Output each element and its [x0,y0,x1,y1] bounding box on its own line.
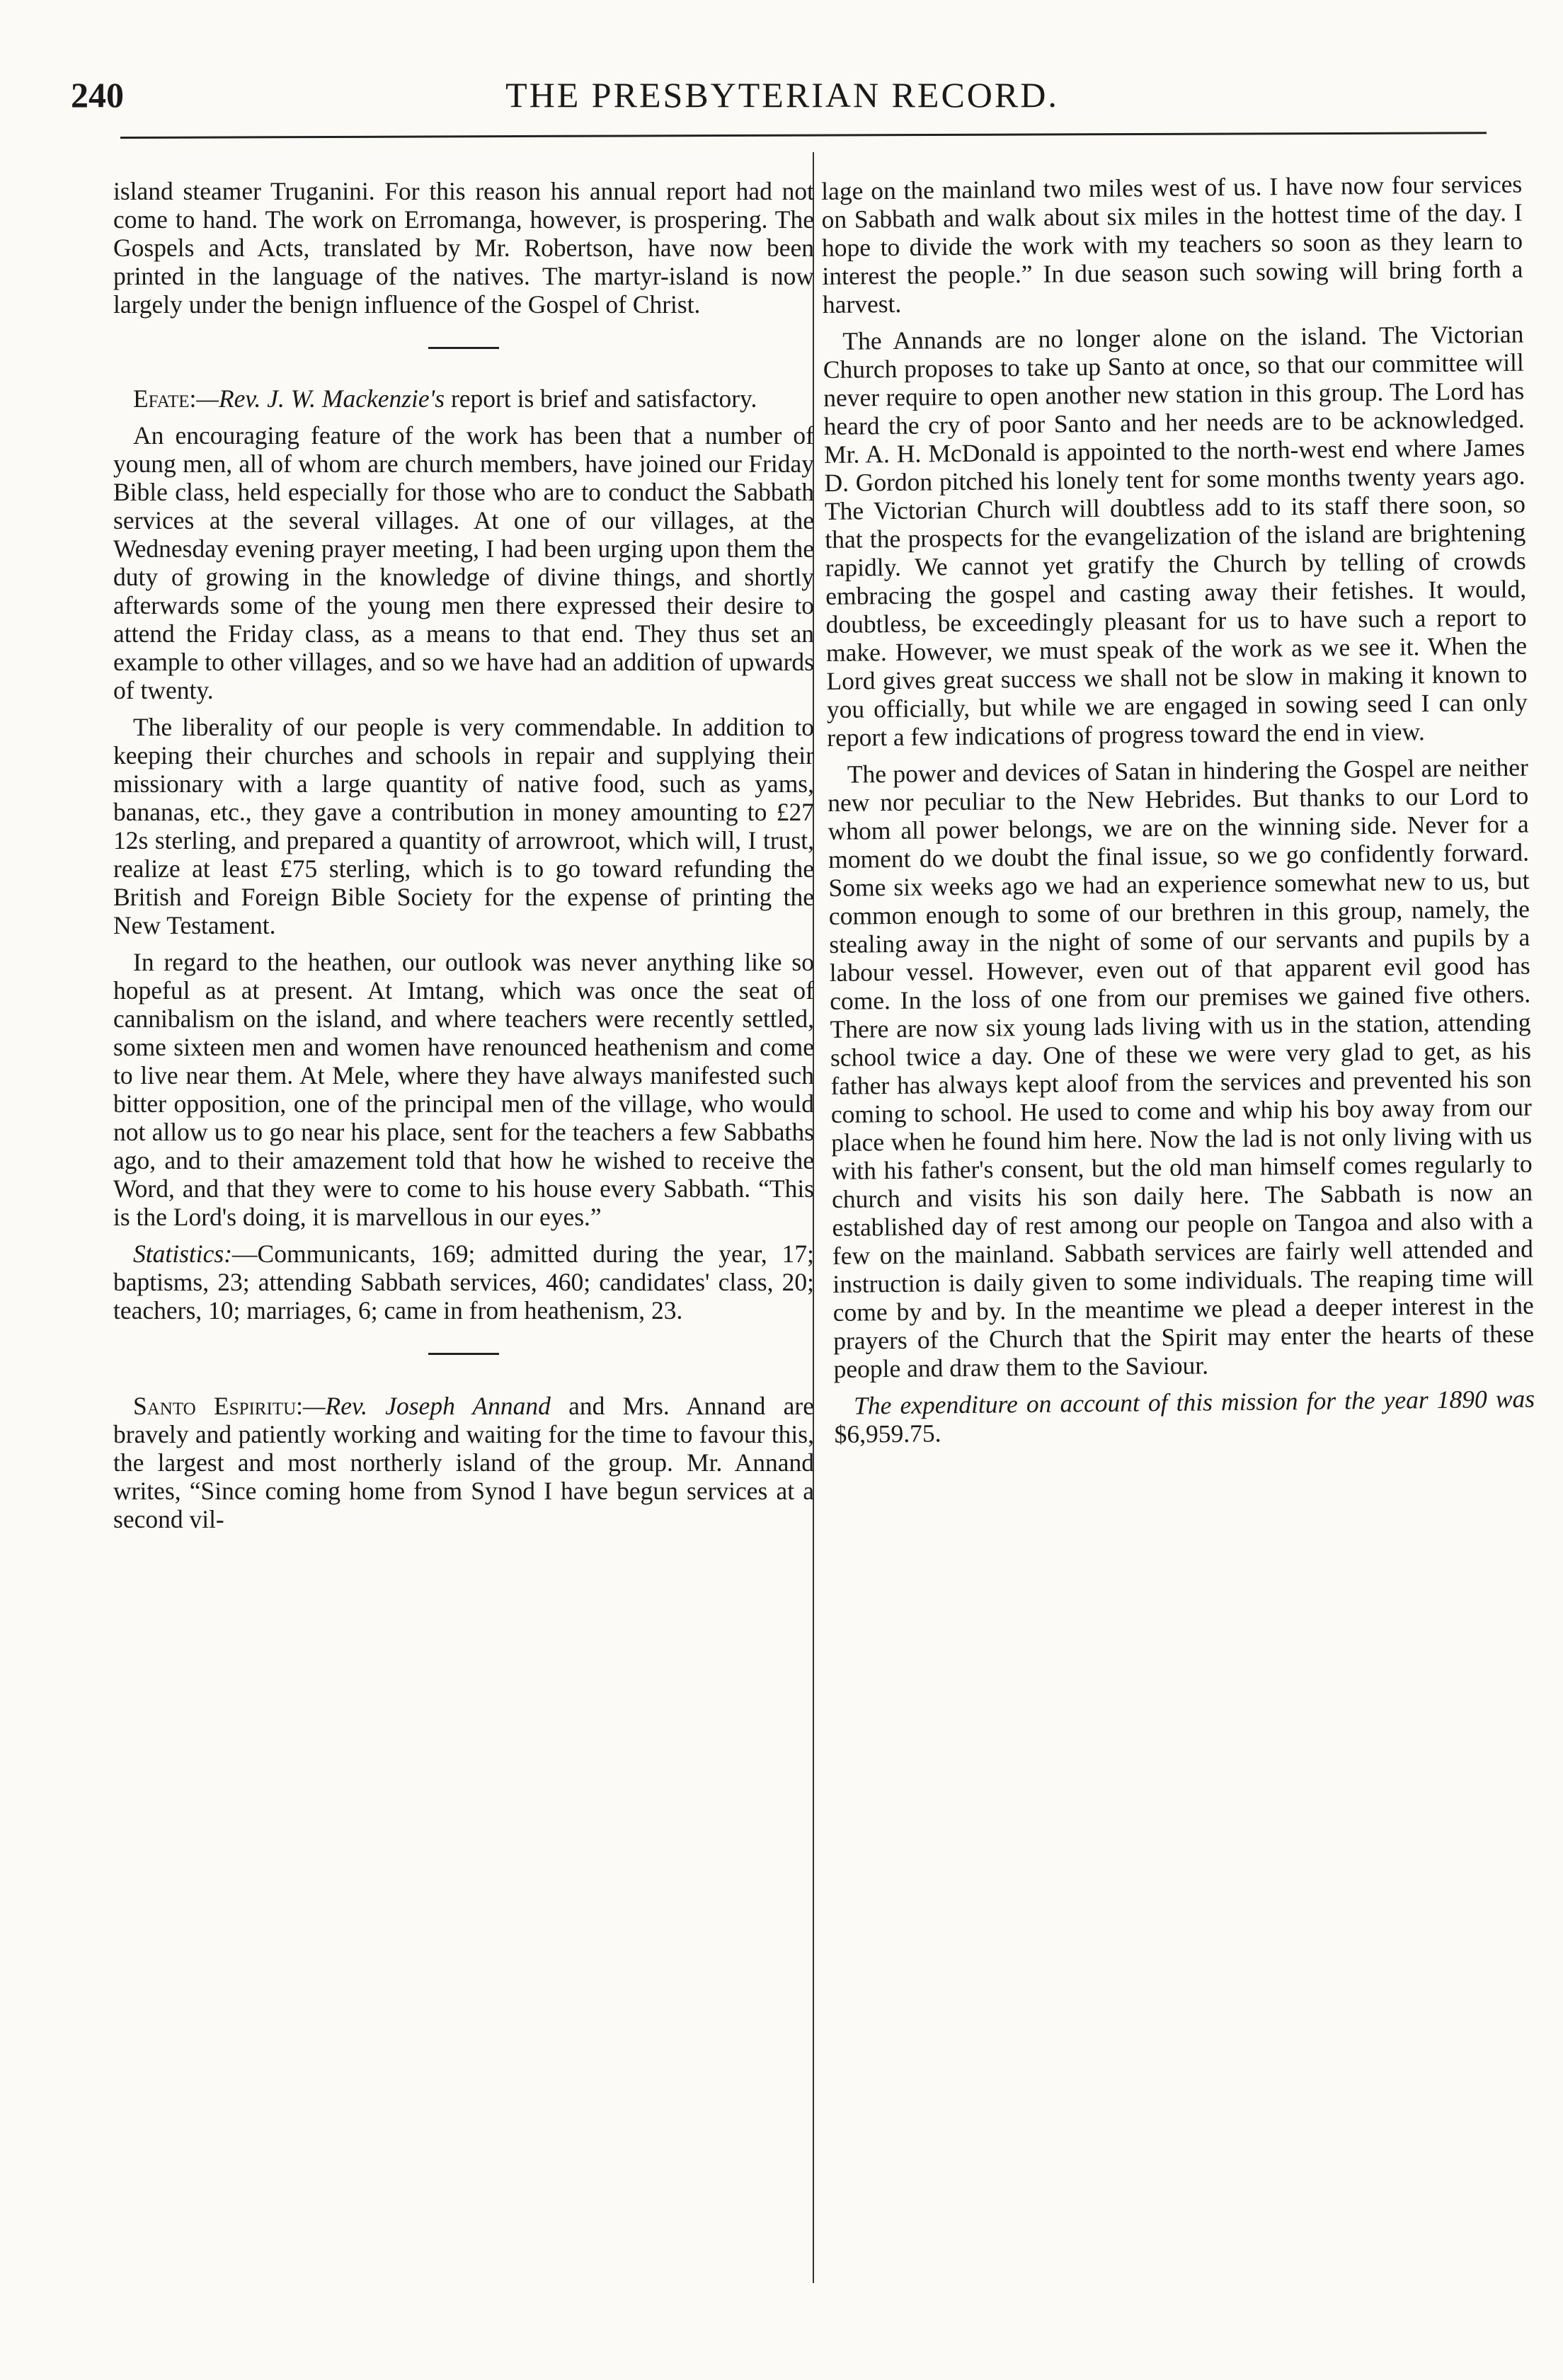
santo-annands-paragraph: The Annands are no longer alone on the island. The Victorian Church proposes to take up Santo at once, so that our committee will never require to open another new station in this group. The Lord has heard the cry of poor Santo and her needs are to be acknowledged. Mr. A. H. McDonald is appointed to the north-west end where James D. Gordon pitched his lonely tent for some months twenty years ago. The Victorian Church will doubtless add to its staff there soon, so that the prospects for the evangelization of the island are brightening rapidly. We cannot yet gratify the Church by telling of crowds embracing the gospel and casting away their fetishes. It would, doubtless, be exceedingly pleasant for us to have such a report to make. However, we must speak of the work as we see it. When the Lord gives great success we shall not be slow in making it known to you officially, but while we are engaged in sowing seed I can only report a few indications of progress toward the end in view. [823,319,1528,752]
section-separator [428,1353,499,1355]
statistics-text: —Communicants, 169; admitted during the year, 17; baptisms, 23; attending Sabbath services, 460; candidates' class, 20; teachers, 10; marriages, 6; came in from heathenism, 23. [113,1240,814,1325]
header-rule [120,132,1487,139]
page-number: 240 [71,75,124,115]
journal-title: THE PRESBYTERIAN RECORD. [505,75,1059,115]
right-column [821,170,1535,1457]
expenditure-text: The expenditure on account of this mission for the year 1890 was [853,1384,1535,1420]
efate-paragraph-liberality: The liberality of our people is very commendable. In addition to keeping their churches and schools in repair and supplying their missionary with a large quantity of native food, such as yams, bananas, etc., they gave a contribution in money amounting to £27 12s sterling, and prepared a quantity of arrowroot, which will, I trust, realize at least £75 sterling, which is to go toward refunding the British and Foreign Bible Society for the expense of printing the New Testament. [113,713,814,939]
left-column [113,177,814,1542]
efate-paragraph-bible-class: An encouraging feature of the work has been that a number of young men, all of whom are church members, have joined our Friday Bible class, held especially for those who are to conduct the Sabbath services at the several villages. At one of our villages, at the Wednesday evening prayer meeting, I had been urging upon them the duty of growing in the knowledge of divine things, and shortly afterwards some of the young men there expressed their desire to attend the Friday class, as a means to that end. They thus set an example to other villages, and so we have had an addition of upwards of twenty. [113,421,814,704]
efate-place-name: Efate: [133,384,197,413]
efate-paragraph-heathen: In regard to the heathen, our outlook was never anything like so hopeful as at present. At Imtang, which was once the seat of cannibalism on the island, and where teachers were recently settled, some sixteen men and women have renounced heathenism and come to live near them. At Mele, where they have always manifested such bitter opposition, one of the principal men of the village, who would not allow us to go near his place, sent for the teachers a few Sabbaths ago, and to their amazement told that how he wished to receive the Word, and that they were to come to his house every Sabbath. “This is the Lord's doing, it is marvellous in our eyes.” [113,948,814,1231]
statistics-label: Statistics: [133,1240,233,1268]
santo-place-name: Santo Espiritu: [133,1392,303,1420]
expenditure-amount: $6,959.75. [834,1419,941,1448]
santo-missionary: —Rev. Joseph Annand [302,1392,551,1420]
santo-continuation-paragraph: lage on the mainland two miles west of us. I have now four services on Sabbath and walk about six miles in the hottest time of the day. I hope to divide the work with my teachers so soon as they learn to interest the people.” In due season such sowing will bring forth a harvest. [821,169,1523,319]
efate-heading-text: report is brief and satisfactory. [445,384,757,413]
efate-heading [113,384,814,413]
efate-statistics [113,1240,814,1325]
santo-satan-paragraph: The power and devices of Satan in hindering the Gospel are neither new nor peculiar to the New Hebrides. But thanks to our Lord to whom all power belongs, we are on the winning side. Never for a moment do we doubt the final issue, so we go confidently forward. Some six weeks ago we had an experience somewhat new to us, but common enough to some of our brethren in this group, namely, the stealing away in the night of some of our servants and pupils by a labour vessel. However, even out of that apparent evil good has come. In the loss of one from our premises we gained five others. There are now six young lads living with us in the station, attending school twice a day. One of these we were very glad to get, as his father has always kept aloof from the services and prevented his son coming to school. He used to come and whip his boy away from our place when he found him here. Now the lad is not only living with us with his father's consent, but the old man himself comes regularly to church and visits his son daily here. The Sabbath is now an established day of rest among our people on Tangoa and also with a few on the mainland. Sabbath services are fairly well attended and instruction is daily given to some individuals. The reaping time will come by and by. In the meantime we plead a deeper interest in the prayers of the Church that the Spirit may enter the hearts of these people and draw them to the Saviour. [828,753,1535,1383]
efate-missionary: —Rev. J. W. Mackenzie's [196,384,445,413]
expenditure-note [834,1385,1535,1448]
section-separator [428,347,499,349]
santo-heading-paragraph [113,1392,814,1533]
santo-paragraph-text: and Mrs. Annand are bravely and patiently working and waiting for the time to favour this, the largest and most northerly island of the group. Mr. Annand writes, “Since coming home from Synod I have begun services at a second vil- [113,1392,814,1533]
page-header [71,74,1494,131]
erromanga-paragraph: island steamer Truganini. For this reason his annual report had not come to hand. The work on Erromanga, however, is prospering. The Gospels and Acts, translated by Mr. Robertson, have now been printed in the language of the natives. The martyr-island is now largely under the benign influence of the Gospel of Christ. [113,177,814,319]
